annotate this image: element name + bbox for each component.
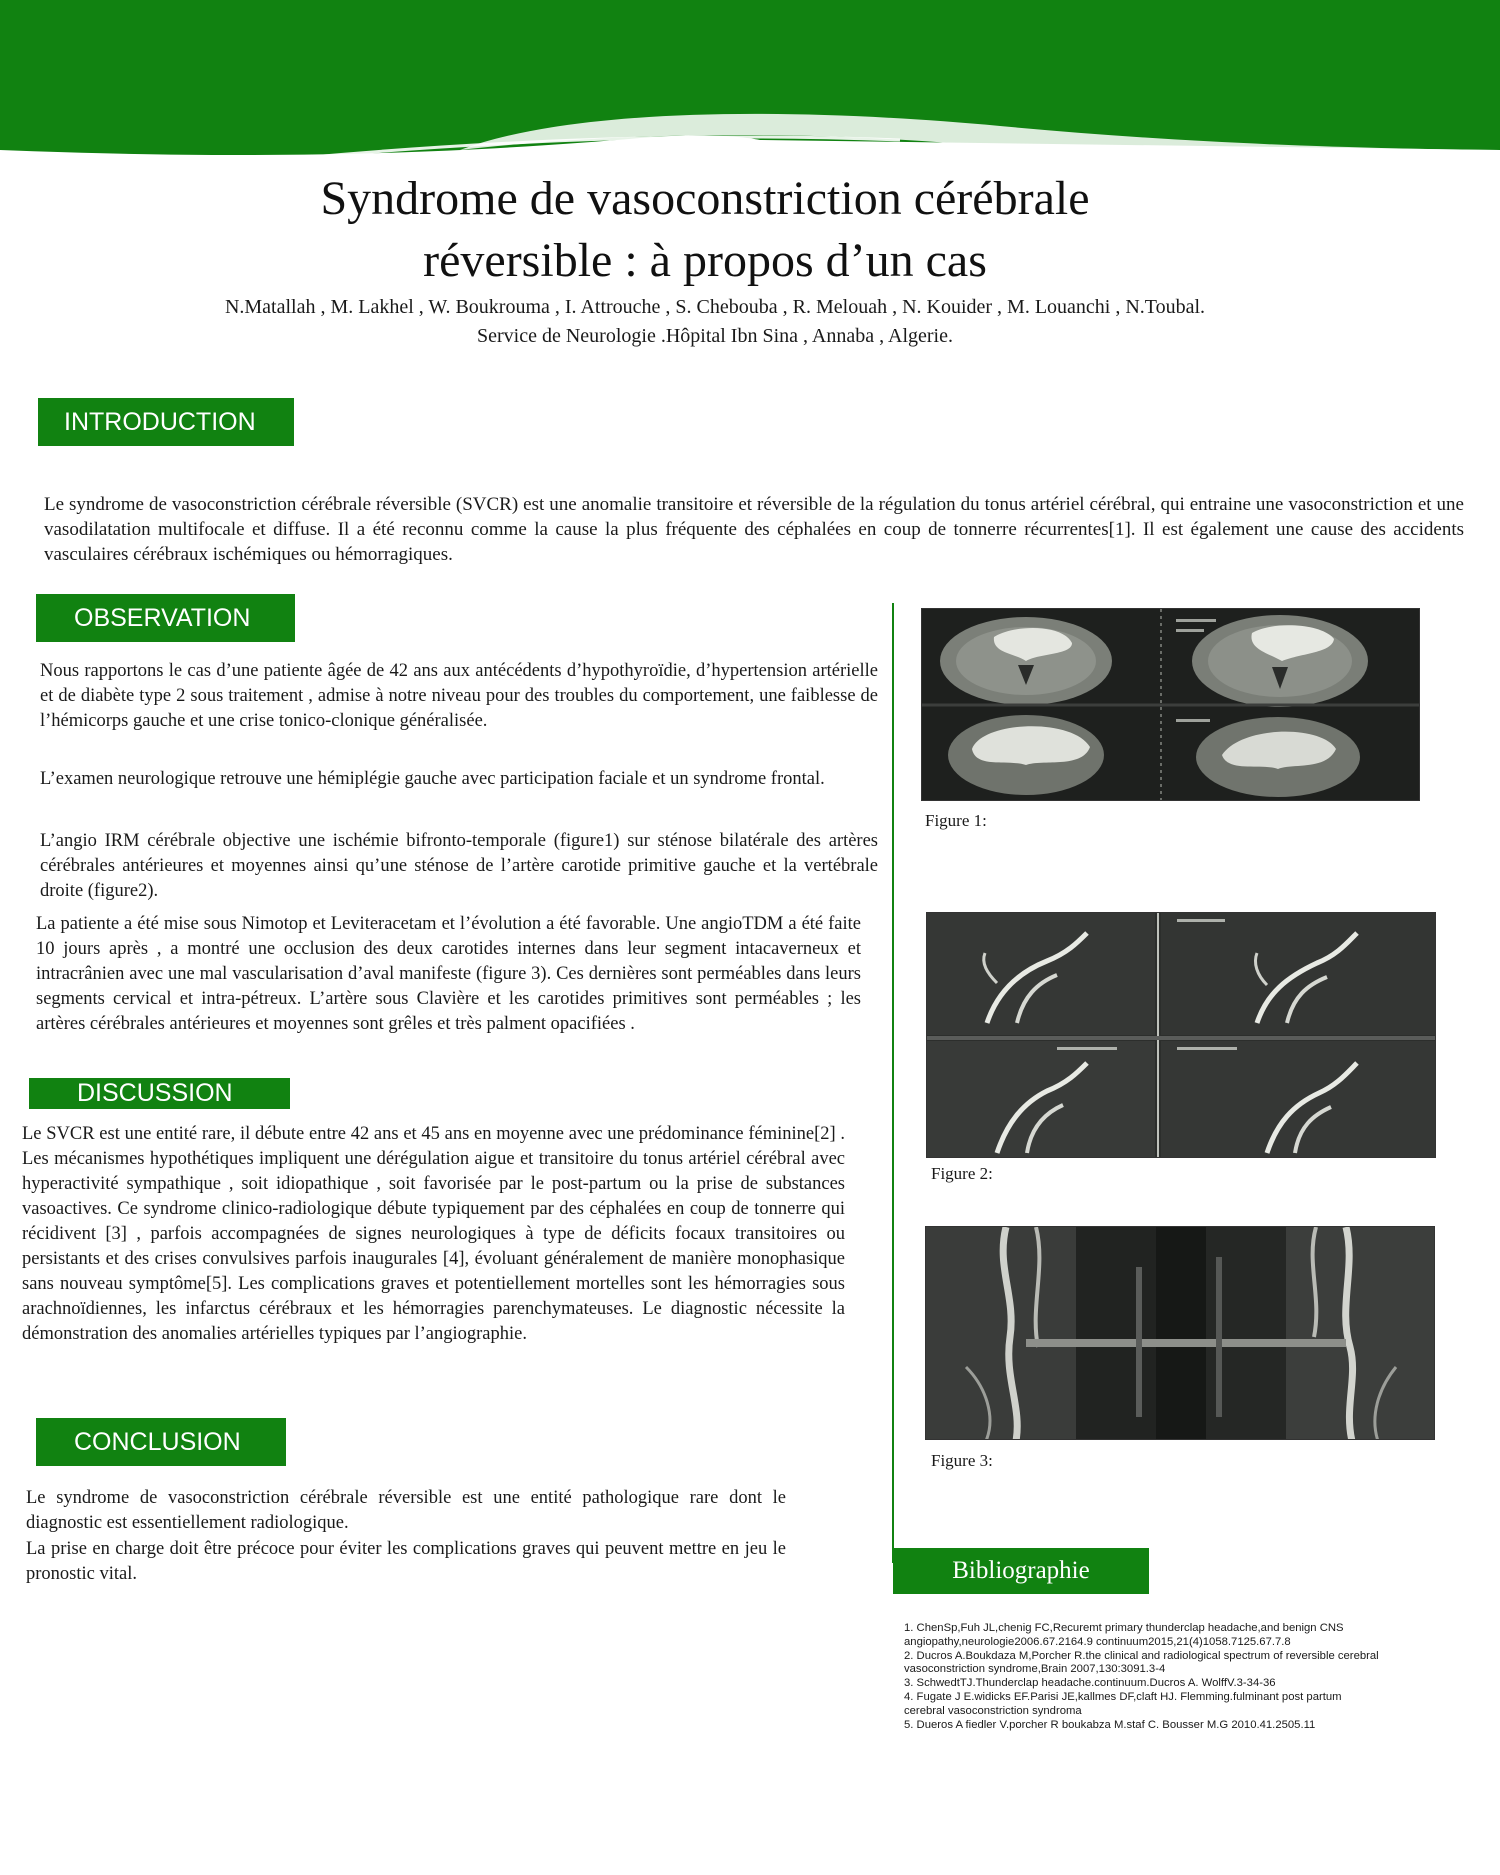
conclusion-heading: CONCLUSION bbox=[36, 1418, 286, 1466]
observation-paragraph-3: L’angio IRM cérébrale objective une ischémie bifronto-temporale (figure1) sur sténose bilatérale des artères cérébrales antérieures et moyennes ainsi qu’une sténose de l’artère carotide primitive gauche et la vertébrale droite (figure2). bbox=[40, 831, 878, 901]
bibliography-item: 1. ChenSp,Fuh JL,chenig FC,Recuremt primary thunderclap headache,and benign CNS angiopathy,neurologie2006.67.2164.9 continuum2015,21(4)1058.7125.67.7.8 bbox=[904, 1622, 1344, 1648]
figure-3-image bbox=[925, 1226, 1435, 1440]
conclusion-paragraph-2: La prise en charge doit être précoce pour éviter les complications graves qui peuvent mettre en jeu le pronostic vital. bbox=[26, 1539, 786, 1584]
figure-2-image bbox=[926, 912, 1436, 1158]
discussion-text: Le SVCR est une entité rare, il débute entre 42 ans et 45 ans en moyenne avec une prédominance féminine[2] . Les mécanismes hypothétiques impliquent une dérégulation aigue et transitoire du tonus artériel cérébral avec hyperactivité sympathique , soit idiopathique , soit favorisée par le post-partum ou la prise de substances vasoactives. Ce syndrome clinico-radiologique débute typiquement par des céphalées en coup de tonnerre qui récidivent [3] , parfois accompagnées de signes neurologiques à type de déficits focaux transitoires ou persistants et des crises convulsives parfois inaugurales [4], évoluant généralement de manière monophasique sans nouveau symptôme[5]. Les complications graves et potentiellement mortelles sont les hémorragies sous arachnoïdiennes, les infarctus cérébraux et les hémorragies parenchymateuses. Le diagnostic nécessite la démonstration des anomalies artérielles typiques par l’angiographie. bbox=[22, 1124, 845, 1344]
affiliation: Service de Neurologie .Hôpital Ibn Sina , Annaba , Algerie. bbox=[477, 325, 953, 347]
figure-1-caption: Figure 1: bbox=[925, 811, 987, 830]
bibliography-item: 4. Fugate J E.widicks EF.Parisi JE,kallmes DF,claft HJ. Flemming.fulminant post partum cerebral vasoconstriction syndroma bbox=[904, 1690, 1342, 1717]
observation-paragraph-1: Nous rapportons le cas d’une patiente âgée de 42 ans aux antécédents d’hypothyroïdie, d’hypertension artérielle et de diabète type 2 sous traitement , admise à notre niveau pour des troubles du comportement, une faiblesse de l’hémicorps gauche et une crise tonico-clonique généralisée. bbox=[40, 661, 878, 731]
header-band bbox=[0, 0, 1500, 170]
bibliography-heading: Bibliographie bbox=[893, 1548, 1149, 1594]
title-line-2: réversible : à propos d’un cas bbox=[423, 234, 987, 287]
bibliography-item: 5. Dueros A fiedler V.porcher R boukabza M.staf C. Bousser M.G 2010.41.2505.11 bbox=[904, 1718, 1316, 1731]
figure-2-caption: Figure 2: bbox=[931, 1164, 993, 1183]
bibliography-item: 3. SchwedtTJ.Thunderclap headache.continuum.Ducros A. WolffV.3-34-36 bbox=[904, 1677, 1276, 1690]
author-list: N.Matallah , M. Lakhel , W. Boukrouma , I. Attrouche , S. Chebouba , R. Melouah , N. Kouider , M. Louanchi , N.Toubal. bbox=[224, 296, 1206, 318]
conclusion-paragraph-1: Le syndrome de vasoconstriction cérébrale réversible est une entité pathologique rare dont le diagnostic est essentiellement radiologique. bbox=[26, 1488, 786, 1533]
observation-paragraph-2: L’examen neurologique retrouve une hémiplégie gauche avec participation faciale et un syndrome frontal. bbox=[40, 769, 825, 789]
title-line-1: Syndrome de vasoconstriction cérébrale bbox=[320, 172, 1090, 225]
bibliography-list bbox=[904, 1622, 1384, 1732]
figure-3-caption: Figure 3: bbox=[931, 1451, 993, 1470]
observation-heading: OBSERVATION bbox=[36, 594, 295, 642]
introduction-heading: INTRODUCTION bbox=[38, 398, 294, 446]
column-divider bbox=[892, 603, 894, 1563]
figure-1-image bbox=[921, 608, 1420, 801]
poster-title bbox=[180, 168, 1230, 292]
observation-paragraph-4: La patiente a été mise sous Nimotop et Leviteracetam et l’évolution a été favorable. Une angioTDM a été faite 10 jours après , a montré une occlusion des deux carotides internes dans leur segment intacaverneux et intracrânien avec une mal vascularisation d’aval manifeste (figure 3). Ces dernières sont perméables dans leurs segments cervical et intra-pétreux. L’artère sous Clavière et les carotides primitives sont perméables ; les artères cérébrales antérieures et moyennes sont grêles et très palment opacifiées . bbox=[36, 914, 861, 1034]
bibliography-item: 2. Ducros A.Boukdaza M,Porcher R.the clinical and radiological spectrum of reversible cerebral vasoconstriction syndrome,Brain 2007,130:3091.3-4 bbox=[904, 1649, 1379, 1676]
discussion-heading: DISCUSSION bbox=[29, 1078, 290, 1109]
introduction-text: Le syndrome de vasoconstriction cérébrale réversible (SVCR) est une anomalie transitoire et réversible de la régulation du tonus artériel cérébral, qui entraine une vasoconstriction et une vasodilatation multifocale et diffuse. Il a été reconnu comme la cause la plus fréquente des céphalées en coup de tonnerre récurrentes[1]. Il est également une cause des accidents vasculaires cérébraux ischémiques ou hémorragiques. bbox=[44, 494, 1464, 565]
